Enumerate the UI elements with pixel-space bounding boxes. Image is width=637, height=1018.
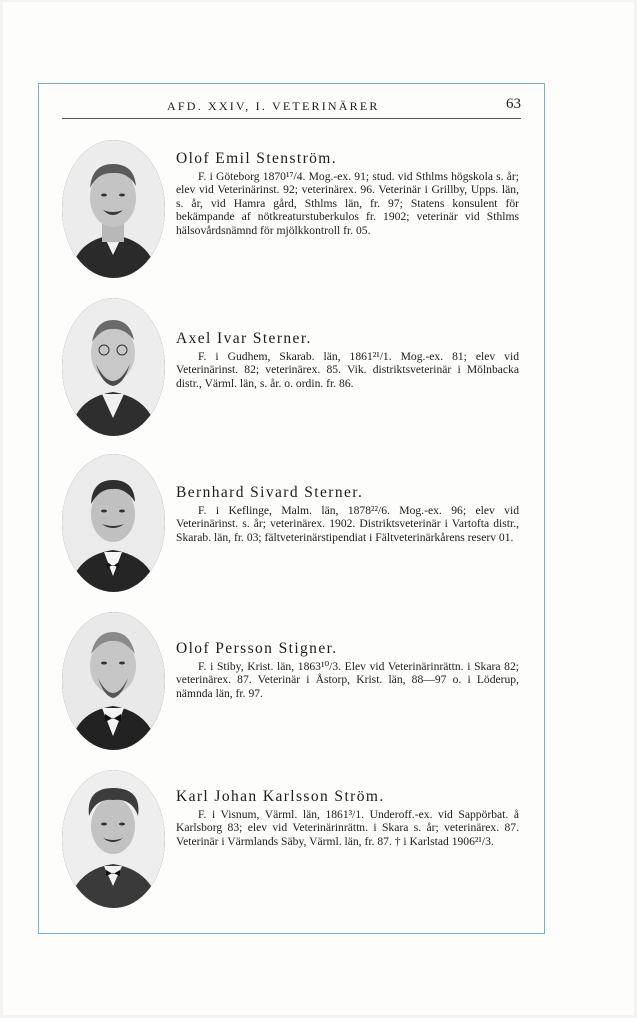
person-name: Bernhard Sivard Sterner. [176, 484, 364, 501]
portrait-photo [62, 770, 165, 908]
biography-text: F. i Göteborg 1870¹⁷/4. Mog.-ex. 91; stud. vid Sthlms högskola s. år; elev vid Veterinärinst. 92; veterinärex. 96. Veterinär i Grillby, Upps. län, s. år, vid Hamra gård, Sthlms län, fr. 97; Statens konsulent för bekämpande af nötkreaturstuberkulos fr. 1902; veterinär vid Sthlms hälsovårdsnämnd för mjölkkontroll fr. 05. [176, 170, 519, 237]
person-name: Karl Johan Karlsson Ström. [176, 788, 385, 805]
biography-text: F. i Visnum, Värml. län, 1861³/1. Underoff.-ex. vid Sappörbat. å Karlsborg 83; elev vid Veterinärinrättn. i Skara s. år; veterinärex. 87. Veterinär i Värmlands Säby, Värml. län, fr. 87. † i Karlstad 1906²¹/3. [176, 808, 519, 848]
biography-text: F. i Keflinge, Malm. län, 1878²²/6. Mog.-ex. 96; elev vid Veterinärinst. s. år; veterinärex. 1902. Distriktsveterinär i Vartofta distr., Skarab. län, fr. 03; fältveterinärstipendiat i Fältveterinärkårens reserv 01. [176, 504, 519, 544]
person-name: Axel Ivar Sterner. [176, 330, 312, 347]
portrait-photo [62, 298, 165, 436]
section-title: AFD. XXIV, I. VETERINÄRER [167, 99, 380, 113]
running-header [62, 96, 521, 119]
person-name: Olof Emil Stenström. [176, 150, 338, 167]
biography-text: F. i Stiby, Krist. län, 1863¹⁰/3. Elev vid Veterinärinrättn. i Skara 82; veterinärex. 87. Veterinär i Åstorp, Krist. län, 88—97 o. i Löderup, nämnda län, fr. 97. [176, 660, 519, 700]
portrait-photo [62, 612, 165, 750]
portrait-photo [62, 454, 165, 592]
person-name: Olof Persson Stigner. [176, 640, 338, 657]
page-number: 63 [506, 96, 521, 112]
portrait-photo [62, 140, 165, 278]
biography-text: F. i Gudhem, Skarab. län, 1861²¹/1. Mog.-ex. 81; elev vid Veterinärinst. 82; veterinärex. 85. Vik. distriktsveterinär i Mölnbacka distr., Värml. län, s. år. o. ordin. fr. 86. [176, 350, 519, 390]
